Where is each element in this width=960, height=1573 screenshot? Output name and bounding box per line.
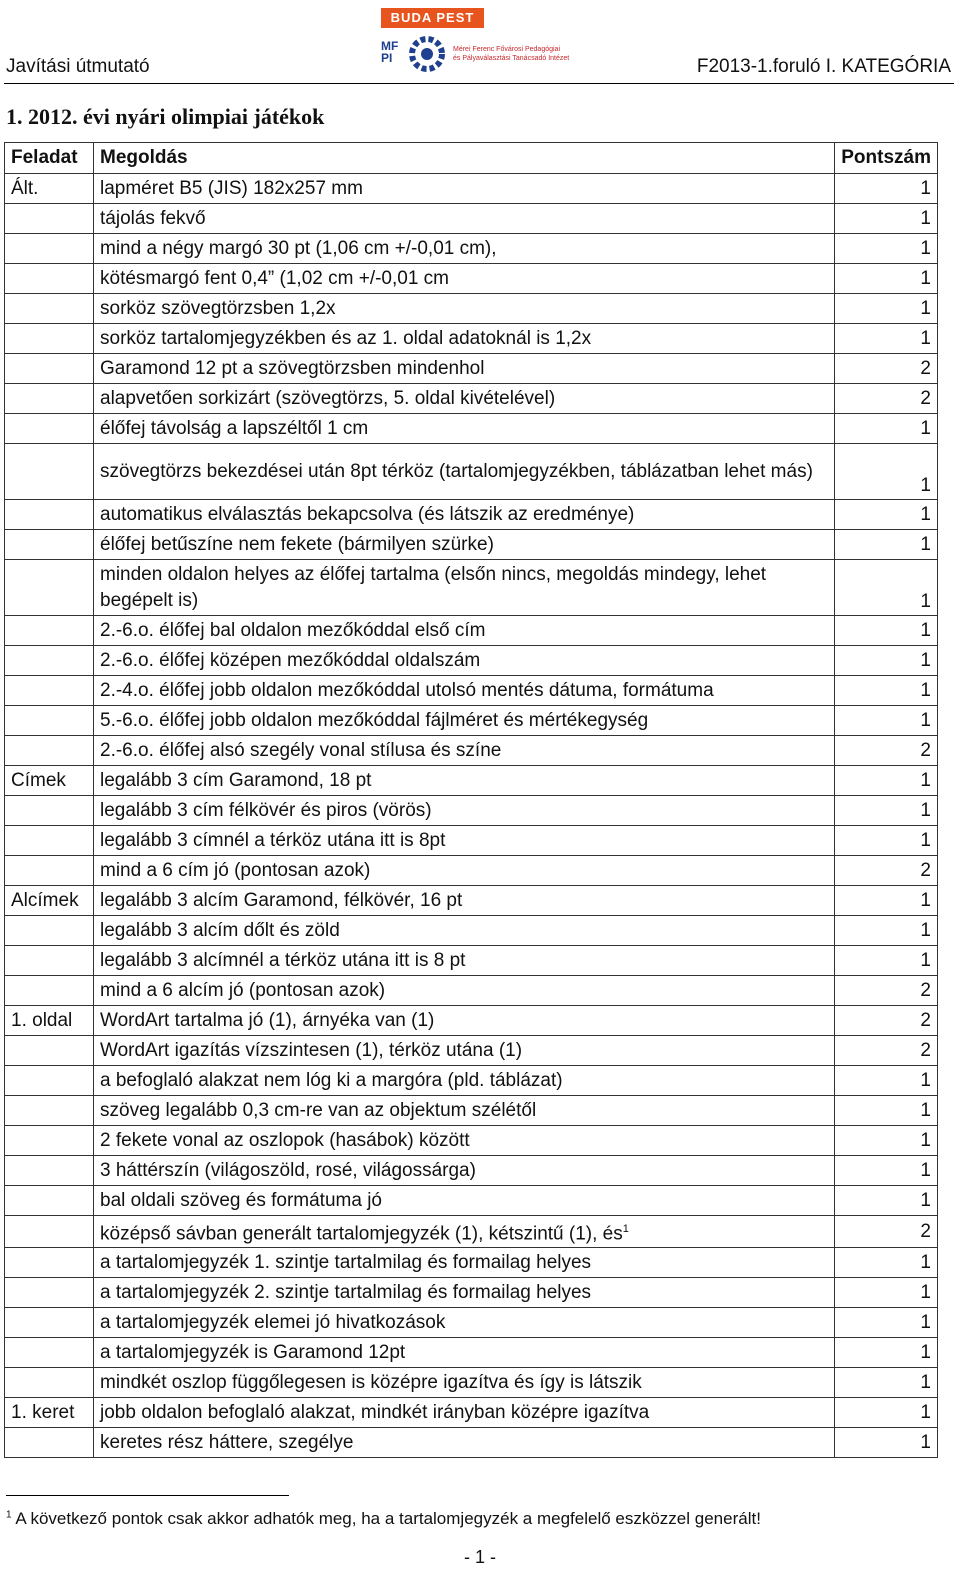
- solution-text: a tartalomjegyzék 1. szintje tartalmilag és formailag helyes: [100, 1251, 592, 1273]
- points-cell: 1: [835, 826, 938, 856]
- table-row: [5, 444, 938, 500]
- table-row: [5, 916, 938, 946]
- table-row: [5, 1338, 938, 1368]
- solution-cell: [94, 1308, 835, 1338]
- task-cell: [5, 856, 94, 886]
- table-body: [5, 174, 938, 1458]
- points-cell: 1: [835, 560, 938, 616]
- task-cell: [5, 1156, 94, 1186]
- solution-cell: [94, 1126, 835, 1156]
- solution-text: 2 fekete vonal az oszlopok (hasábok) között: [100, 1129, 470, 1151]
- task-cell: [5, 646, 94, 676]
- points-cell: 2: [835, 976, 938, 1006]
- points-cell: 2: [835, 1006, 938, 1036]
- task-cell: [5, 1248, 94, 1278]
- table-row: [5, 1066, 938, 1096]
- solution-cell: [94, 354, 835, 384]
- document-title: 1. 2012. évi nyári olimpiai játékok: [6, 104, 325, 129]
- solution-cell: [94, 1066, 835, 1096]
- table-row: [5, 766, 938, 796]
- task-cell: [5, 736, 94, 766]
- solution-cell: [94, 500, 835, 530]
- points-cell: 1: [835, 796, 938, 826]
- table-row: [5, 1428, 938, 1458]
- solution-cell: [94, 444, 835, 500]
- solution-cell: [94, 1338, 835, 1368]
- solution-text: legalább 3 címnél a térköz utána itt is 8pt: [100, 829, 446, 851]
- points-cell: 1: [835, 1278, 938, 1308]
- solution-text: legalább 3 cím Garamond, 18 pt: [100, 769, 372, 791]
- table-row: [5, 324, 938, 354]
- task-cell: [5, 1216, 94, 1248]
- points-cell: 1: [835, 1368, 938, 1398]
- solution-text: szövegtörzs bekezdései után 8pt térköz (tartalomjegyzékben, táblázatban lehet más): [100, 460, 813, 482]
- solution-text: legalább 3 cím félkövér és piros (vörös): [100, 799, 432, 821]
- task-cell: [5, 294, 94, 324]
- solution-cell: [94, 916, 835, 946]
- solution-cell: [94, 174, 835, 204]
- solution-text: automatikus elválasztás bekapcsolva (és látszik az eredménye): [100, 503, 635, 525]
- institute-name-line2: és Pályaválasztási Tanácsadó Intézet: [453, 55, 570, 62]
- solution-cell: [94, 826, 835, 856]
- points-cell: 1: [835, 1096, 938, 1126]
- solution-cell: [94, 384, 835, 414]
- solution-cell: [94, 1278, 835, 1308]
- task-cell: [5, 1066, 94, 1096]
- solution-cell: [94, 796, 835, 826]
- solution-text: 2.-6.o. élőfej középen mezőkóddal oldalszám: [100, 649, 481, 671]
- solution-cell: [94, 946, 835, 976]
- solution-cell: [94, 1096, 835, 1126]
- task-cell: Alcímek: [5, 886, 94, 916]
- solution-cell: [94, 1428, 835, 1458]
- footnote-text: A következő pontok csak akkor adhatók meg, ha a tartalomjegyzék a megfelelő eszközzel generált!: [11, 1509, 761, 1528]
- points-cell: 2: [835, 856, 938, 886]
- task-cell: [5, 204, 94, 234]
- solution-text: 3 háttérszín (világoszöld, rosé, világossárga): [100, 1159, 476, 1181]
- header-left-text: Javítási útmutató: [6, 56, 150, 77]
- points-cell: 1: [835, 500, 938, 530]
- solution-text: minden oldalon helyes az élőfej tartalma (elsőn nincs, megoldás mindegy, lehet begépelt is): [100, 563, 767, 611]
- points-cell: 1: [835, 1156, 938, 1186]
- solution-text: 2.-4.o. élőfej jobb oldalon mezőkóddal utolsó mentés dátuma, formátuma: [100, 679, 714, 701]
- points-cell: 1: [835, 946, 938, 976]
- solution-text: mind a 6 alcím jó (pontosan azok): [100, 979, 386, 1001]
- page-number: - 1 -: [463, 1547, 496, 1567]
- header-rule: [4, 83, 954, 84]
- solution-cell: [94, 264, 835, 294]
- task-cell: [5, 444, 94, 500]
- solution-text: tájolás fekvő: [100, 207, 206, 229]
- solution-text: alapvetően sorkizárt (szövegtörzs, 5. oldal kivételével): [100, 387, 556, 409]
- institute-name-line1: Mérei Ferenc Fővárosi Pedagógiai: [453, 46, 560, 53]
- table-row: [5, 234, 938, 264]
- task-cell: [5, 826, 94, 856]
- table-row: [5, 530, 938, 560]
- solution-text: WordArt igazítás vízszintesen (1), térköz utána (1): [100, 1039, 523, 1061]
- solution-cell: [94, 560, 835, 616]
- table-row: [5, 796, 938, 826]
- points-cell: 1: [835, 1066, 938, 1096]
- table-row: [5, 1006, 938, 1036]
- task-cell: [5, 616, 94, 646]
- table-row: [5, 616, 938, 646]
- table-row: [5, 736, 938, 766]
- budapest-logo: BUDA PEST: [381, 8, 484, 28]
- col-header-task: Feladat: [5, 143, 94, 174]
- solution-text: élőfej távolság a lapszéltől 1 cm: [100, 417, 369, 439]
- task-cell: [5, 1308, 94, 1338]
- col-header-points: Pontszám: [835, 143, 938, 174]
- points-cell: 1: [835, 530, 938, 560]
- task-cell: [5, 1368, 94, 1398]
- task-cell: Ált.: [5, 174, 94, 204]
- points-cell: 1: [835, 1186, 938, 1216]
- solution-cell: [94, 1006, 835, 1036]
- solution-cell: [94, 616, 835, 646]
- table-row: [5, 294, 938, 324]
- table-row: [5, 886, 938, 916]
- task-cell: [5, 1278, 94, 1308]
- solution-cell: [94, 766, 835, 796]
- points-cell: 1: [835, 444, 938, 500]
- points-cell: 1: [835, 1428, 938, 1458]
- solution-cell: [94, 1216, 835, 1248]
- solution-cell: [94, 976, 835, 1006]
- points-cell: 1: [835, 1308, 938, 1338]
- table-row: [5, 856, 938, 886]
- task-cell: [5, 706, 94, 736]
- solution-cell: [94, 234, 835, 264]
- solution-text: legalább 3 alcím Garamond, félkövér, 16 pt: [100, 889, 463, 911]
- solution-text: kötésmargó fent 0,4” (1,02 cm +/-0,01 cm: [100, 267, 450, 289]
- solution-text: a tartalomjegyzék 2. szintje tartalmilag és formailag helyes: [100, 1281, 592, 1303]
- solution-text: 5.-6.o. élőfej jobb oldalon mezőkóddal fájlméret és mértékegység: [100, 709, 649, 731]
- points-cell: 1: [835, 204, 938, 234]
- footnote: [6, 1509, 761, 1529]
- points-cell: 2: [835, 384, 938, 414]
- solution-text: a tartalomjegyzék is Garamond 12pt: [100, 1341, 406, 1363]
- points-cell: 2: [835, 1036, 938, 1066]
- points-cell: 1: [835, 706, 938, 736]
- points-cell: 1: [835, 1338, 938, 1368]
- task-cell: [5, 1186, 94, 1216]
- solution-text: sorköz szövegtörzsben 1,2x: [100, 297, 336, 319]
- task-cell: [5, 1126, 94, 1156]
- points-cell: 1: [835, 294, 938, 324]
- solution-cell: [94, 1368, 835, 1398]
- table-row: [5, 946, 938, 976]
- table-row: [5, 976, 938, 1006]
- page-header: [0, 0, 960, 84]
- task-cell: [5, 264, 94, 294]
- table-row: [5, 500, 938, 530]
- points-cell: 1: [835, 1126, 938, 1156]
- solution-cell: [94, 706, 835, 736]
- task-cell: [5, 500, 94, 530]
- solution-cell: [94, 294, 835, 324]
- solution-text: mind a 6 cím jó (pontosan azok): [100, 859, 371, 881]
- task-cell: [5, 560, 94, 616]
- points-cell: 1: [835, 616, 938, 646]
- col-header-solution: Megoldás: [94, 143, 835, 174]
- task-cell: [5, 324, 94, 354]
- solution-cell: [94, 646, 835, 676]
- table-row: [5, 1368, 938, 1398]
- points-cell: 1: [835, 234, 938, 264]
- solution-text: a tartalomjegyzék elemei jó hivatkozások: [100, 1311, 446, 1333]
- points-cell: 1: [835, 414, 938, 444]
- table-row: [5, 1308, 938, 1338]
- task-cell: [5, 354, 94, 384]
- task-cell: [5, 676, 94, 706]
- solution-text: legalább 3 alcímnél a térköz utána itt is 8 pt: [100, 949, 466, 971]
- points-cell: 1: [835, 916, 938, 946]
- solution-cell: [94, 676, 835, 706]
- task-cell: [5, 530, 94, 560]
- table-row: [5, 204, 938, 234]
- table-row: [5, 826, 938, 856]
- points-cell: 1: [835, 886, 938, 916]
- solution-text: a befoglaló alakzat nem lóg ki a margóra (pld. táblázat): [100, 1069, 563, 1091]
- solution-text: élőfej betűszíne nem fekete (bármilyen szürke): [100, 533, 494, 555]
- table-row: [5, 1248, 938, 1278]
- table-row: [5, 1278, 938, 1308]
- task-cell: [5, 414, 94, 444]
- table-row: [5, 1036, 938, 1066]
- solution-cell: [94, 204, 835, 234]
- points-cell: 2: [835, 1216, 938, 1248]
- points-cell: 1: [835, 264, 938, 294]
- institute-name: [453, 45, 569, 63]
- solution-text: mindkét oszlop függőlegesen is középre igazítva és így is látszik: [100, 1371, 642, 1393]
- table-header-row: [5, 143, 938, 174]
- task-cell: [5, 976, 94, 1006]
- points-cell: 1: [835, 766, 938, 796]
- table-row: [5, 676, 938, 706]
- task-cell: [5, 916, 94, 946]
- footnote-rule: [6, 1495, 289, 1496]
- institute-logo-icon: [405, 34, 449, 74]
- grading-table: [4, 142, 938, 1458]
- task-cell: [5, 796, 94, 826]
- solution-cell: [94, 1398, 835, 1428]
- header-right-text: F2013-1.foruló I. KATEGÓRIA: [696, 56, 951, 77]
- solution-cell: [94, 736, 835, 766]
- mfpi-logo-letters: MF PI: [381, 39, 399, 65]
- solution-cell: [94, 530, 835, 560]
- solution-text: 2.-6.o. élőfej bal oldalon mezőkóddal első cím: [100, 619, 486, 641]
- points-cell: 1: [835, 646, 938, 676]
- solution-cell: [94, 1156, 835, 1186]
- table-row: [5, 414, 938, 444]
- solution-text: jobb oldalon befoglaló alakzat, mindkét irányban középre igazítva: [100, 1401, 650, 1423]
- task-cell: [5, 234, 94, 264]
- task-cell: Címek: [5, 766, 94, 796]
- points-cell: 1: [835, 324, 938, 354]
- table-row: [5, 264, 938, 294]
- solution-text: középső sávban generált tartalomjegyzék (1), kétszintű (1), és: [100, 1223, 623, 1245]
- points-cell: 2: [835, 354, 938, 384]
- task-cell: 1. keret: [5, 1398, 94, 1428]
- table-row: [5, 174, 938, 204]
- solution-cell: [94, 886, 835, 916]
- solution-cell: [94, 856, 835, 886]
- solution-cell: [94, 1186, 835, 1216]
- solution-text: lapméret B5 (JIS) 182x257 mm: [100, 177, 363, 199]
- solution-text: mind a négy margó 30 pt (1,06 cm +/-0,01 cm),: [100, 237, 497, 259]
- table-row: [5, 560, 938, 616]
- solution-cell: [94, 1036, 835, 1066]
- task-cell: [5, 1338, 94, 1368]
- task-cell: [5, 946, 94, 976]
- table-row: [5, 1096, 938, 1126]
- table-row: [5, 1126, 938, 1156]
- table-row: [5, 1186, 938, 1216]
- solution-cell: [94, 324, 835, 354]
- table-row: [5, 1398, 938, 1428]
- task-cell: [5, 1428, 94, 1458]
- table-row: [5, 646, 938, 676]
- table-row: [5, 1156, 938, 1186]
- task-cell: [5, 384, 94, 414]
- solution-text: szöveg legalább 0,3 cm-re van az objektum szélétől: [100, 1099, 537, 1121]
- solution-text: legalább 3 alcím dőlt és zöld: [100, 919, 340, 941]
- points-cell: 1: [835, 676, 938, 706]
- footnote-mark: 1: [6, 1509, 12, 1521]
- table-row: [5, 384, 938, 414]
- footnote-reference: 1: [622, 1223, 629, 1235]
- solution-cell: [94, 414, 835, 444]
- points-cell: 1: [835, 1248, 938, 1278]
- task-cell: 1. oldal: [5, 1006, 94, 1036]
- solution-text: WordArt tartalma jó (1), árnyéka van (1): [100, 1009, 435, 1031]
- solution-text: bal oldali szöveg és formátuma jó: [100, 1189, 382, 1211]
- solution-text: Garamond 12 pt a szövegtörzsben mindenhol: [100, 357, 485, 379]
- table-row: [5, 1216, 938, 1248]
- solution-text: 2.-6.o. élőfej alsó szegély vonal stílusa és színe: [100, 739, 502, 761]
- points-cell: 1: [835, 174, 938, 204]
- solution-text: keretes rész háttere, szegélye: [100, 1431, 354, 1453]
- solution-text: sorköz tartalomjegyzékben és az 1. oldal adatoknál is 1,2x: [100, 327, 592, 349]
- points-cell: 2: [835, 736, 938, 766]
- table-row: [5, 706, 938, 736]
- solution-cell: [94, 1248, 835, 1278]
- task-cell: [5, 1096, 94, 1126]
- table-row: [5, 354, 938, 384]
- task-cell: [5, 1036, 94, 1066]
- points-cell: 1: [835, 1398, 938, 1428]
